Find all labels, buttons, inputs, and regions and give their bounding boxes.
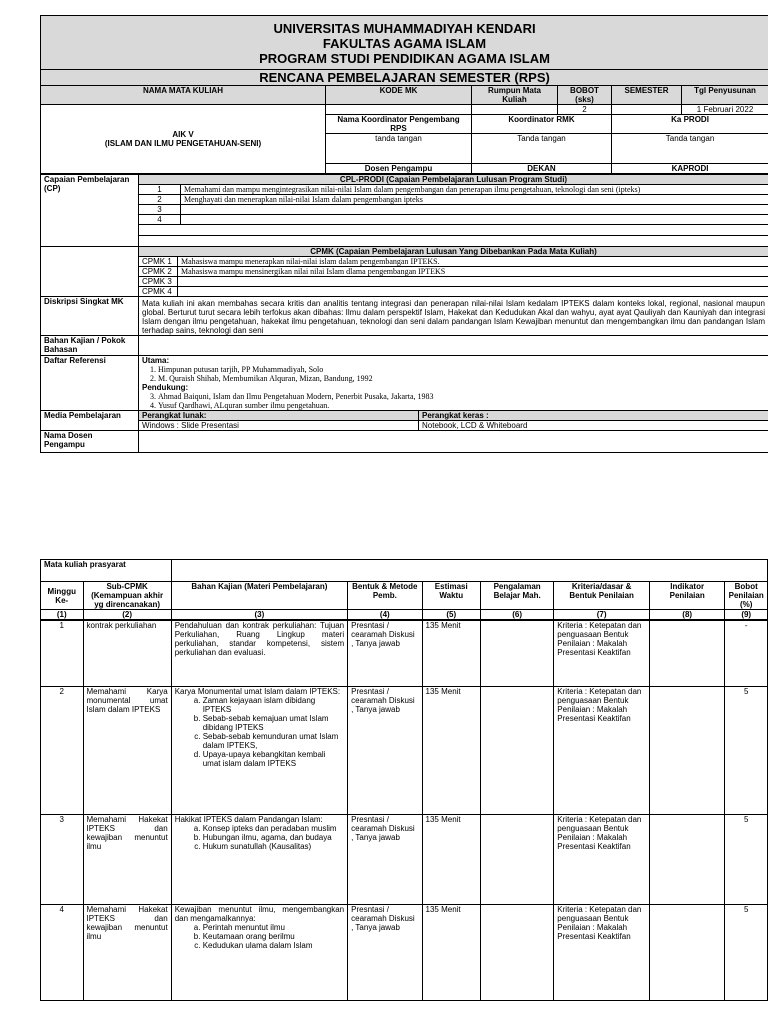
- rps-body-table: [40, 174, 768, 247]
- col-number: (5): [422, 610, 480, 621]
- bobot-text: -: [725, 620, 768, 686]
- pengalaman-text: [480, 904, 553, 1000]
- metode-text: Presntasi / cearamah Diskusi , Tanya jawab: [348, 620, 422, 686]
- kaprodi-label: KAPRODI: [612, 164, 768, 174]
- referensi-label: Daftar Referensi: [41, 356, 139, 411]
- bahan-kajian-cell: [171, 620, 347, 686]
- rumpun-value: [472, 105, 558, 115]
- cpmk-number: CPMK 4: [139, 287, 178, 297]
- metode-text: Presntasi / cearamah Diskusi , Tanya jawab: [348, 686, 422, 814]
- header-minggu: Minggu Ke-: [41, 582, 84, 610]
- deskripsi-text: Mata kuliah ini akan membahas secara kritis dan analitis tentang integrasi dan penerapan nilai-nilai Islam kedalam IPTEKS dalam konteks lokal, regional, nasional maupun global. Berturut turut secara lebih terfokus akan dibahas: Ilmu dalam perspektif Islam, Hakekat dan Kedudukan Akal dan wahyu, ayat ayat Qauliyah dan Kauniyah dan integrasi Islam dengan ilmu pengetahuan, hakekat ilmu pengetahuan, teknologi dan seni dalam pandangan Islam Kewajiban menuntut dan mengembangkan ilmu dan pandangan Islam terhadap sains, teknologi dan seni: [139, 297, 768, 336]
- schedule-table: [40, 559, 768, 1001]
- faculty-name: FAKULTAS AGAMA ISLAM: [322, 36, 487, 51]
- bahan-kajian-list: [175, 824, 344, 851]
- cpmk-table: [40, 246, 768, 411]
- col-rumpun: Rumpun Mata Kuliah: [472, 86, 558, 105]
- institution-header: [41, 16, 768, 70]
- media-label: Media Pembelajaran: [41, 411, 139, 431]
- sub-cpmk-text: kontrak perkuliahan: [83, 620, 171, 686]
- header-sub-cpmk: Sub-CPMK (Kemampuan akhir yg direncanakan): [83, 582, 171, 610]
- dosen-label: Nama Dosen Pengampu: [41, 431, 139, 453]
- col-kode-mk: KODE MK: [326, 86, 472, 105]
- course-full-name: (ISLAM DAN ILMU PENGETAHUAN-SENI): [104, 139, 262, 148]
- cpmk-text: [178, 287, 768, 297]
- koordinator-rmk-label: Koordinator RMK: [472, 115, 612, 134]
- waktu-text: 135 Menit: [422, 686, 480, 814]
- indikator-text: [649, 686, 724, 814]
- cpmk-number: CPMK 3: [139, 277, 178, 287]
- pengalaman-text: [480, 814, 553, 904]
- referensi-item: 4. Yusuf Qardhawi, ALquran sumber ilmu pengetahuan.: [158, 401, 765, 410]
- referensi-utama-list: [139, 365, 768, 383]
- header-indikator: Indikator Penilaian: [649, 582, 724, 610]
- dekan-label: DEKAN: [472, 164, 612, 174]
- waktu-text: 135 Menit: [422, 904, 480, 1000]
- header-bobot: Bobot Penilaian (%): [725, 582, 768, 610]
- col-number: (1): [41, 610, 84, 621]
- waktu-text: 135 Menit: [422, 620, 480, 686]
- deskripsi-label: Diskripsi Singkat MK: [41, 297, 139, 336]
- header-pengalaman: Pengalaman Belajar Mah.: [480, 582, 553, 610]
- metode-text: Presntasi / cearamah Diskusi , Tanya jawab: [348, 814, 422, 904]
- perangkat-keras-value: Notebook, LCD & Whiteboard: [419, 421, 768, 431]
- bahan-kajian-cell: [171, 904, 347, 1000]
- cpmk-number: CPMK 2: [139, 267, 178, 277]
- cpl-spacer: [139, 225, 768, 236]
- waktu-text: 135 Menit: [422, 814, 480, 904]
- referensi-item: 3. Ahmad Baiquni, Islam dan Ilmu Pengetahuan Modern, Penerbit Pusaka, Jakarta, 1983: [158, 392, 765, 401]
- bahan-kajian-item: a. Zaman kejayaan islam dibidang IPTEKS: [203, 696, 344, 714]
- cpl-number: 1: [139, 185, 181, 195]
- dosen-pengampu-label: Dosen Pengampu: [326, 164, 472, 174]
- header-bahan-kajian: Bahan Kajian (Materi Pembelajaran): [171, 582, 347, 610]
- cpl-text: [181, 205, 768, 215]
- bahan-kajian-item: c. Hukum sunatullah (Kausalitas): [203, 842, 344, 851]
- tgl-value: 1 Februari 2022: [682, 105, 768, 115]
- col-tgl: Tgl Penyusunan: [682, 86, 768, 105]
- indikator-text: [649, 904, 724, 1000]
- bahan-kajian-label: Bahan Kajian / Pokok Bahasan: [41, 336, 139, 356]
- bahan-kajian-item: c. Sebab-sebab kemunduran umat Islam dalam IPTEKS,: [203, 732, 344, 750]
- kriteria-text: Kriteria : Ketepatan dan penguasaan Bentuk Penilaian : Makalah Presentasi Keaktifan: [554, 904, 650, 1000]
- perangkat-keras-label: Perangkat keras :: [419, 411, 768, 421]
- bahan-kajian-cell: [171, 686, 347, 814]
- pengalaman-text: [480, 620, 553, 686]
- signature-koordinator: tanda tangan: [326, 134, 472, 164]
- perangkat-lunak-value: Windows : Slide Presentasi: [139, 421, 419, 431]
- referensi-item: 2. M. Quraish Shihab, Membumikan Alquran, Mizan, Bandung, 1992: [158, 374, 765, 383]
- cpl-number: 2: [139, 195, 181, 205]
- dosen-value: [139, 431, 768, 453]
- col-number: (4): [348, 610, 422, 621]
- bahan-kajian-intro: Hakikat IPTEKS dalam Pandangan Islam:: [174, 814, 323, 824]
- referensi-pendukung-list: [139, 392, 768, 411]
- cpl-number: 3: [139, 205, 181, 215]
- koordinator-label: Nama Koordinator Pengembang RPS: [326, 115, 472, 134]
- sub-cpmk-text: Memahami Karya monumental umat Islam dalam IPTEKS: [83, 686, 171, 814]
- bahan-kajian-list: [175, 923, 344, 950]
- table-row: [41, 904, 768, 1000]
- program-name: PROGRAM STUDI PENDIDIKAN AGAMA ISLAM: [259, 51, 550, 66]
- cpmk-text: Mahasiswa mampu menerapkan nilai-nilai islam dalam pengembangan IPTEKS.: [178, 257, 768, 267]
- media-table: [40, 410, 768, 453]
- bobot-text: 5: [725, 814, 768, 904]
- bahan-kajian-value: [139, 336, 768, 356]
- bahan-kajian-item: c. Kedudukan ulama dalam Islam: [203, 941, 344, 950]
- bahan-kajian-intro: Pendahuluan dan kontrak perkuliahan: Tujuan Perkuliahan, Ruang Lingkup materi perkuliahan, standar kompetensi, sistem perkuliahan dan evaluasi.: [174, 621, 345, 657]
- referensi-utama-label: Utama:: [139, 356, 768, 366]
- bahan-kajian-item: d. Upaya-upaya kebangkitan kembali umat islam dalam IPTEKS: [203, 750, 344, 768]
- rps-header-table: [40, 15, 768, 174]
- week-number: 1: [41, 620, 84, 686]
- kriteria-text: Kriteria : Ketepatan dan penguasaan Bentuk Penilaian : Makalah Presentasi Keaktifan: [554, 686, 650, 814]
- rps-sheet-2: [40, 559, 768, 1001]
- week-number: 3: [41, 814, 84, 904]
- bobot-text: 5: [725, 904, 768, 1000]
- cpl-header: CPL-PRODI (Capaian Pembelajaran Lulusan Program Studi): [139, 175, 768, 185]
- referensi-pendukung-label: Pendukung:: [139, 383, 768, 392]
- cpl-text: Menghayati dan menerapkan nilai-nilai Islam dalam pengembangan ipteks: [181, 195, 768, 205]
- col-number: (2): [83, 610, 171, 621]
- col-semester: SEMESTER: [612, 86, 682, 105]
- ka-prodi-label: Ka PRODI: [612, 115, 768, 134]
- kriteria-text: Kriteria : Ketepatan dan penguasaan Bentuk Penilaian : Makalah Presentasi Keaktifan: [554, 814, 650, 904]
- signature-rmk: Tanda tangan: [472, 134, 612, 164]
- bahan-kajian-item: b. Hubungan ilmu, agama, dan budaya: [203, 833, 344, 842]
- col-bobot: BOBOT (sks): [558, 86, 612, 105]
- bahan-kajian-list: [175, 696, 344, 768]
- cpl-gap: [139, 236, 768, 247]
- col-number: (8): [649, 610, 724, 621]
- col-number: (9): [725, 610, 768, 621]
- header-metode: Bentuk & Metode Pemb.: [348, 582, 422, 610]
- indikator-text: [649, 814, 724, 904]
- kriteria-text: Kriteria : Ketepatan dan penguasaan Bentuk Penilaian : Makalah Presentasi Keaktifan: [554, 620, 650, 686]
- col-number: (6): [480, 610, 553, 621]
- prasyarat-value: [171, 560, 767, 582]
- semester-value: [612, 105, 682, 115]
- signature-kaprodi: Tanda tangan: [612, 134, 768, 164]
- cpl-text: [181, 215, 768, 225]
- cpmk-header: CPMK (Capaian Pembelajaran Lulusan Yang Dibebankan Pada Mata Kuliah): [139, 247, 768, 257]
- bahan-kajian-cell: [171, 814, 347, 904]
- sub-cpmk-text: Memahami Hakekat IPTEKS dan kewajiban menuntut ilmu: [83, 904, 171, 1000]
- header-kriteria: Kriteria/dasar & Bentuk Penilaian: [554, 582, 650, 610]
- bobot-value: 2: [558, 105, 612, 115]
- table-row: [41, 814, 768, 904]
- referensi-item: 1. Himpunan putusan tarjih, PP Muhammadiyah, Solo: [158, 365, 765, 374]
- prasyarat-label: Mata kuliah prasyarat: [41, 560, 172, 582]
- table-row: [41, 620, 768, 686]
- cpmk-text: Mahasiswa mampu mensinergikan nilai nilai Islam dlama pengembangan IPTEKS: [178, 267, 768, 277]
- bahan-kajian-intro: Kewajiban menuntut ilmu, mengembangkan dan mengamalkannya:: [174, 904, 345, 923]
- bahan-kajian-intro: Karya Monumental umat Islam dalam IPTEKS:: [174, 686, 341, 696]
- pengalaman-text: [480, 686, 553, 814]
- metode-text: Presntasi / cearamah Diskusi , Tanya jawab: [348, 904, 422, 1000]
- cpmk-text: [178, 277, 768, 287]
- perangkat-lunak-label: Perangkat lunak:: [139, 411, 419, 421]
- cpmk-left-cell: [41, 247, 139, 297]
- col-number: (3): [171, 610, 347, 621]
- sub-cpmk-text: Memahami Hakekat IPTEKS dan kewajiban menuntut ilmu: [83, 814, 171, 904]
- bahan-kajian-item: b. Keutamaan orang berilmu: [203, 932, 344, 941]
- cp-label: Capaian Pembelajaran (CP): [41, 175, 139, 247]
- schedule-body: [41, 620, 768, 1000]
- university-name: UNIVERSITAS MUHAMMADIYAH KENDARI: [273, 21, 536, 36]
- bobot-text: 5: [725, 686, 768, 814]
- course-code-name: AIK V: [172, 130, 194, 139]
- col-number: (7): [554, 610, 650, 621]
- rps-title: RENCANA PEMBELAJARAN SEMESTER (RPS): [41, 70, 768, 86]
- week-number: 4: [41, 904, 84, 1000]
- header-waktu: Estimasi Waktu: [422, 582, 480, 610]
- bahan-kajian-item: b. Sebab-sebab kemajuan umat Islam dibidang IPTEKS: [203, 714, 344, 732]
- cpl-number: 4: [139, 215, 181, 225]
- col-nama-mk: NAMA MATA KULIAH: [41, 86, 326, 105]
- week-number: 2: [41, 686, 84, 814]
- bahan-kajian-item: a. Perintah menuntut ilmu: [203, 923, 344, 932]
- table-row: [41, 686, 768, 814]
- cpmk-number: CPMK 1: [139, 257, 178, 267]
- cpl-text: Memahami dan mampu mengintegrasikan nilai-nilai Islam dalam pengembangan dan penerapan ilmu pengetahuan, teknologi dan seni (ipteks): [181, 185, 768, 195]
- indikator-text: [649, 620, 724, 686]
- bahan-kajian-item: a. Konsep ipteks dan peradaban muslim: [203, 824, 344, 833]
- course-name-cell: [41, 105, 326, 174]
- kode-mk-value: [326, 105, 472, 115]
- rps-sheet-1: [40, 15, 768, 453]
